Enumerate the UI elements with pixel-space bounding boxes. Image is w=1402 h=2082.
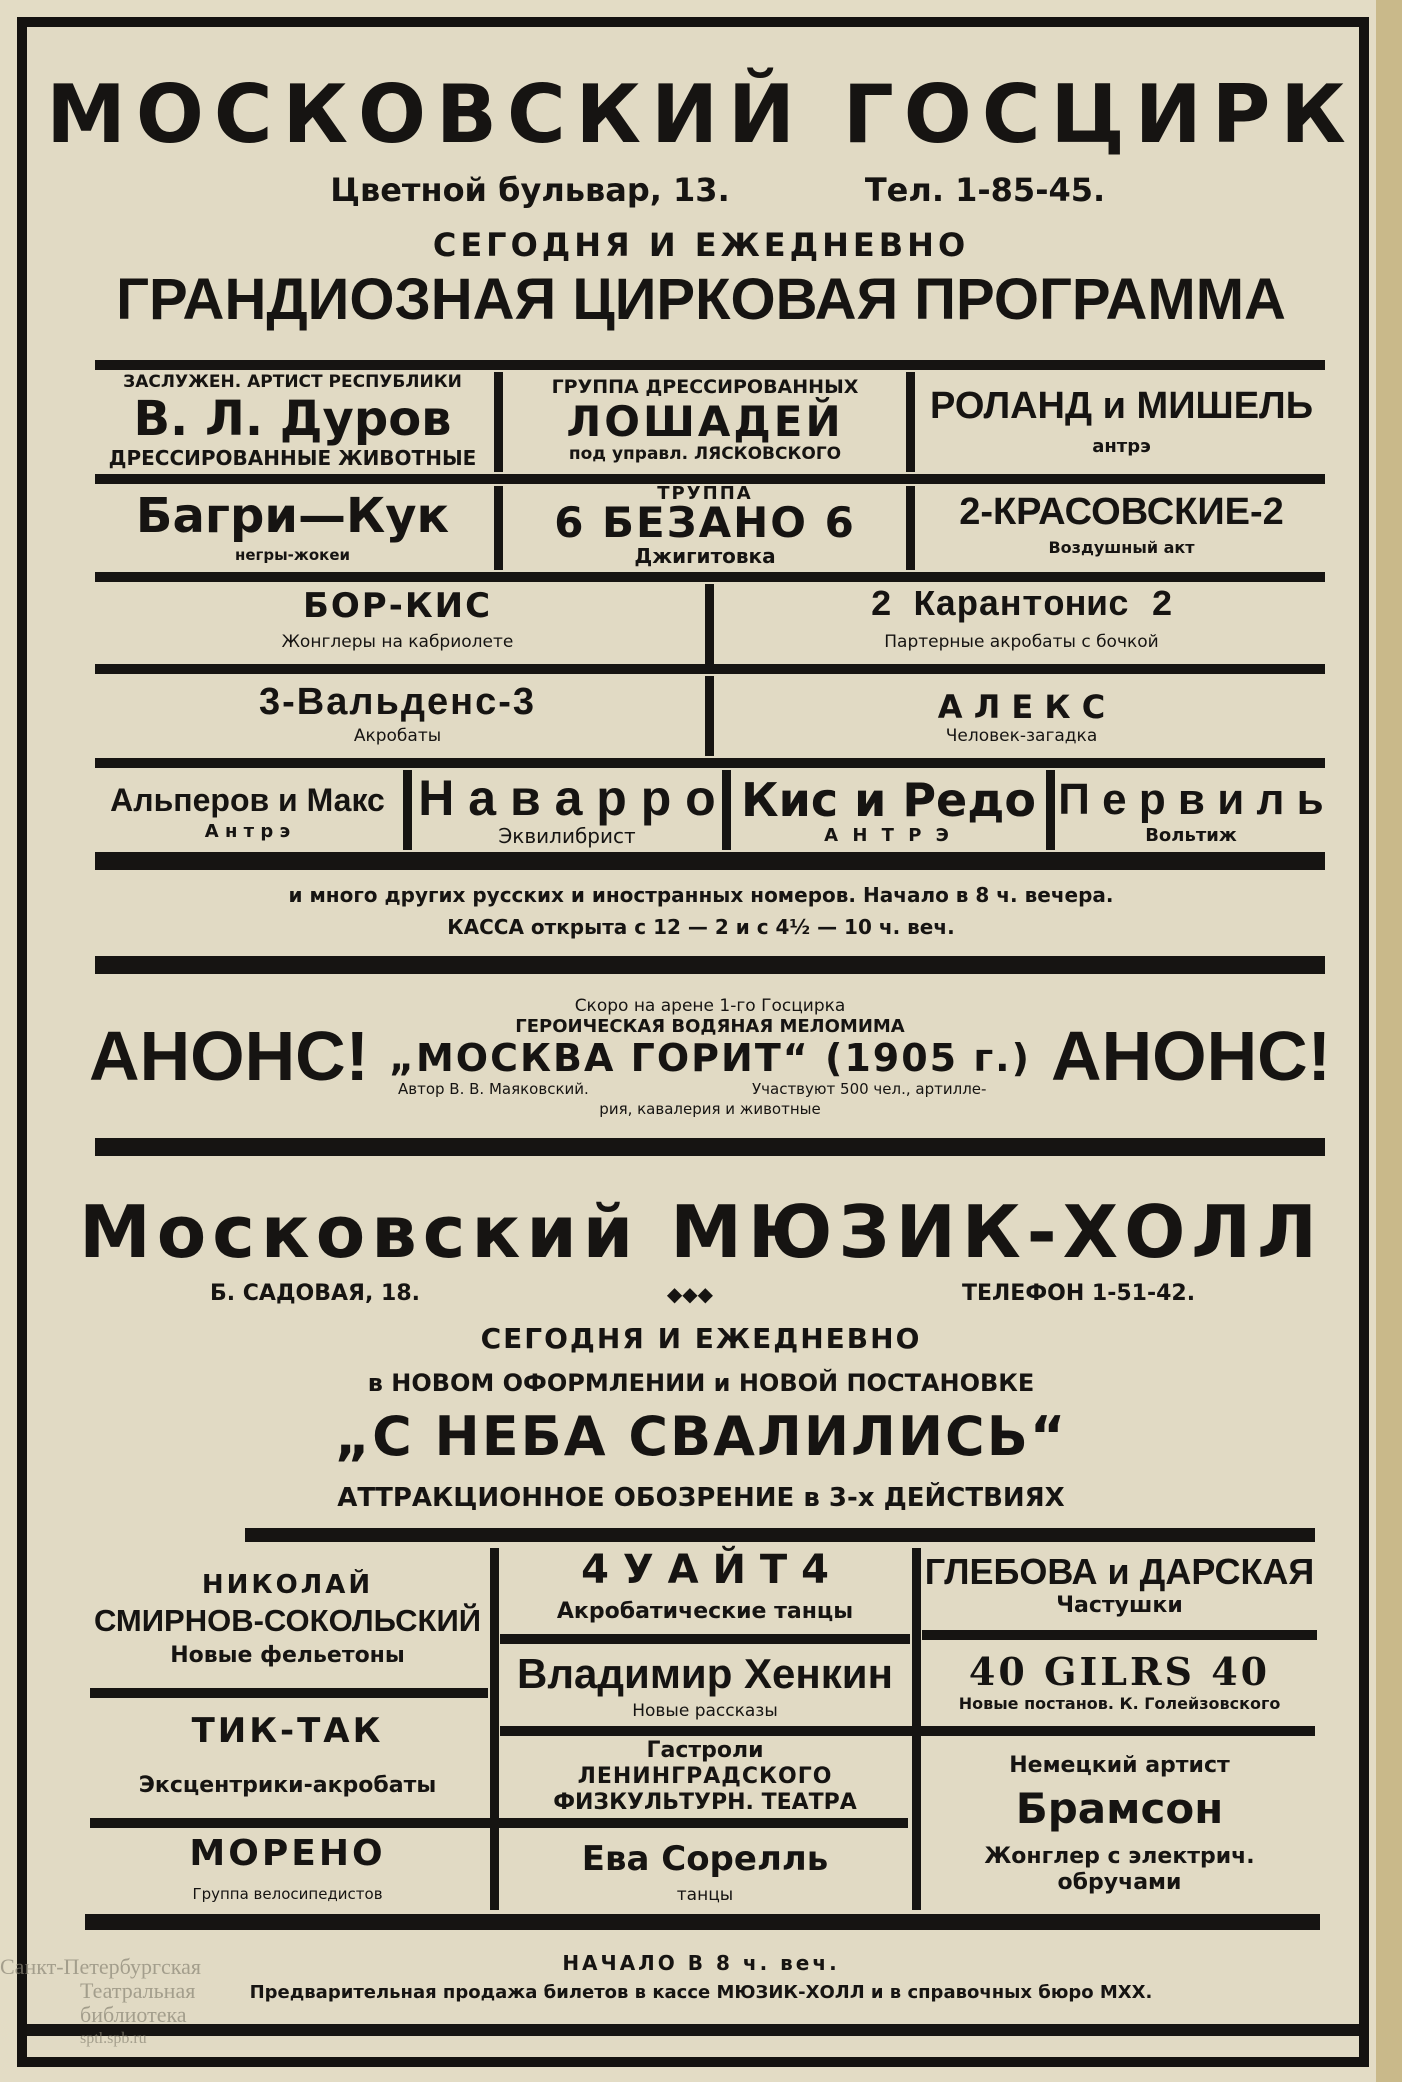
act-sub: Новые рассказы bbox=[632, 1701, 778, 1721]
mh-divider bbox=[90, 1818, 908, 1828]
act-name: Альперов и Макс bbox=[110, 782, 385, 818]
watermark-line: библиотека bbox=[80, 2002, 187, 2027]
music-hall-title: Московский МЮЗИК-ХОЛЛ bbox=[79, 1190, 1323, 1274]
act-sub: Жонглер с электрич. bbox=[984, 1844, 1255, 1869]
act-name: 2 Карантонис 2 bbox=[870, 585, 1173, 626]
circus-divider bbox=[494, 486, 503, 570]
announce-line1: Скоро на арене 1-го Госцирка bbox=[574, 996, 846, 1016]
act-sub: Группа велосипедистов bbox=[192, 1885, 383, 1903]
act-top: ГРУППА ДРЕССИРОВАННЫХ bbox=[551, 376, 859, 398]
act-sub: Джигитовка bbox=[634, 544, 776, 568]
circus-divider bbox=[494, 372, 503, 472]
mh-divider bbox=[922, 1630, 1317, 1640]
announce-participants: рия, кавалерия и животные bbox=[599, 1100, 821, 1118]
act-name: СМИРНОВ-СОКОЛЬСКИЙ bbox=[93, 1603, 482, 1638]
act-name: 4 У А Й Т 4 bbox=[581, 1547, 829, 1593]
music-hall-phone: ТЕЛЕФОН 1-51-42. bbox=[962, 1281, 1196, 1306]
act-name: МОРЕНО bbox=[189, 1833, 386, 1874]
act-sub: негры-жокеи bbox=[235, 546, 350, 564]
act-name: Владимир Хенкин bbox=[516, 1650, 893, 1697]
act-name: Кис и Редо bbox=[740, 773, 1037, 827]
library-watermark bbox=[0, 1955, 260, 2082]
circus-title: МОСКОВСКИЙ ГОСЦИРК bbox=[46, 68, 1356, 161]
circus-divider bbox=[95, 664, 1325, 674]
mh-divider bbox=[85, 1914, 1320, 1930]
act-sub: Вольтиж bbox=[1145, 825, 1237, 846]
act-sub: Жонглеры на кабриолете bbox=[281, 632, 514, 652]
act-name: В. Л. Дуров bbox=[133, 391, 452, 447]
act-name: ТИК-ТАК bbox=[191, 1711, 384, 1751]
act-sub: Эквилибрист bbox=[498, 824, 636, 848]
circus-address: Цветной бульвар, 13. bbox=[330, 171, 730, 209]
act-name: Багри—Кук bbox=[135, 488, 450, 544]
announce-divider bbox=[95, 1138, 1325, 1156]
page-edge bbox=[1376, 0, 1402, 2082]
watermark-line: Санкт-Петербургская bbox=[0, 1954, 201, 1979]
tour-line: ФИЗКУЛЬТУРН. ТЕАТРА bbox=[553, 1790, 857, 1815]
circus-today: СЕГОДНЯ И ЕЖЕДНЕВНО bbox=[432, 226, 970, 264]
act-top: Немецкий артист bbox=[1009, 1753, 1230, 1778]
act-top: ТРУППА bbox=[657, 483, 753, 504]
announce-participants: Участвуют 500 чел., артилле- bbox=[752, 1080, 987, 1098]
announce-divider bbox=[95, 956, 1325, 974]
mh-divider bbox=[490, 1548, 499, 1910]
act-sub: Акробаты bbox=[353, 726, 442, 746]
circus-divider bbox=[906, 486, 915, 570]
act-name: Н а в а р р о bbox=[418, 770, 716, 826]
circus-phone: Тел. 1-85-45. bbox=[864, 171, 1106, 209]
act-name: ЛОШАДЕЙ bbox=[566, 397, 844, 446]
music-hall-show: „С НЕБА СВАЛИЛИСЬ“ bbox=[334, 1405, 1068, 1468]
act-name: 6 БЕЗАНО 6 bbox=[554, 498, 856, 547]
music-hall-staging: в НОВОМ ОФОРМЛЕНИИ и НОВОЙ ПОСТАНОВКЕ bbox=[367, 1369, 1035, 1397]
act-name: А Л Е К С bbox=[937, 688, 1106, 726]
act-top: ЗАСЛУЖЕН. АРТИСТ РЕСПУБЛИКИ bbox=[123, 372, 462, 392]
act-top: НИКОЛАЙ bbox=[201, 1570, 374, 1600]
circus-divider bbox=[705, 584, 714, 664]
watermark-line: sptl.spb.ru bbox=[80, 2030, 147, 2047]
circus-divider bbox=[1046, 770, 1055, 850]
act-sub: Акробатические танцы bbox=[556, 1599, 854, 1624]
circus-cash: КАССА открыта с 12 — 2 и с 4½ — 10 ч. веч. bbox=[447, 915, 955, 939]
act-sub: Человек-загадка bbox=[945, 726, 1098, 746]
act-sub: Партерные акробаты с бочкой bbox=[884, 632, 1159, 652]
announce-word-right: АНОНС! bbox=[1051, 1017, 1331, 1095]
act-name: Ева Сорелль bbox=[581, 1839, 829, 1879]
act-name: 40 GILRS 40 bbox=[968, 1649, 1271, 1694]
act-sub: А н т р э bbox=[204, 821, 291, 842]
act-name: 2-КРАСОВСКИЕ-2 bbox=[959, 491, 1284, 533]
act-name: Брамсон bbox=[1015, 1784, 1224, 1833]
act-name: ГЛЕБОВА и ДАРСКАЯ bbox=[924, 1551, 1315, 1592]
music-hall-start: НАЧАЛО В 8 ч. веч. bbox=[562, 1951, 840, 1975]
act-sub: Эксцентрики-акробаты bbox=[138, 1773, 437, 1798]
mh-divider bbox=[500, 1634, 910, 1644]
music-hall-show-sub: АТТРАКЦИОННОЕ ОБОЗРЕНИЕ в 3-х ДЕЙСТВИЯХ bbox=[337, 1483, 1065, 1513]
act-sub: ДРЕССИРОВАННЫЕ ЖИВОТНЫЕ bbox=[108, 446, 477, 470]
act-name: П е р в и л ь bbox=[1058, 775, 1324, 824]
mh-divider bbox=[500, 1726, 1315, 1736]
announce-title: „МОСКВА ГОРИТ“ (1905 г.) bbox=[389, 1036, 1031, 1080]
circus-divider bbox=[705, 676, 714, 756]
act-sub: обручами bbox=[1057, 1870, 1182, 1895]
tour-line: Гастроли bbox=[646, 1738, 764, 1763]
announce-author: Автор В. В. Маяковский. bbox=[398, 1080, 589, 1098]
act-sub: Новые фельетоны bbox=[170, 1643, 405, 1668]
act-name: РОЛАНД и МИШЕЛЬ bbox=[929, 385, 1314, 427]
music-hall-address: Б. САДОВАЯ, 18. bbox=[210, 1281, 420, 1306]
circus-divider bbox=[95, 572, 1325, 582]
act-sub: танцы bbox=[676, 1885, 734, 1905]
announce-word-left: АНОНС! bbox=[89, 1017, 369, 1095]
ornament: ◆◆◆ bbox=[666, 1282, 714, 1306]
mh-divider bbox=[90, 1688, 488, 1698]
circus-program: ГРАНДИОЗНАЯ ЦИРКОВАЯ ПРОГРАММА bbox=[116, 267, 1286, 332]
circus-divider bbox=[95, 360, 1325, 370]
act-sub: Частушки bbox=[1056, 1593, 1183, 1618]
watermark-line: Театральная bbox=[80, 1978, 196, 2003]
circus-divider bbox=[95, 852, 1325, 870]
music-hall-tickets: Предварительная продажа билетов в кассе МЮЗИК-ХОЛЛ и в справочных бюро МХХ. bbox=[249, 1982, 1153, 2003]
circus-divider bbox=[906, 372, 915, 472]
music-hall-today: СЕГОДНЯ И ЕЖЕДНЕВНО bbox=[480, 1322, 922, 1355]
circus-divider bbox=[722, 770, 731, 850]
act-sub: Новые постанов. К. Голейзовского bbox=[958, 1694, 1281, 1713]
mh-divider bbox=[245, 1528, 1315, 1542]
announce-line2: ГЕРОИЧЕСКАЯ ВОДЯНАЯ МЕЛОМИМА bbox=[515, 1016, 905, 1037]
act-name: БОР-КИС bbox=[302, 586, 493, 626]
act-name: 3-Вальденс-3 bbox=[259, 681, 536, 723]
circus-footer: и много других русских и иностранных номеров. Начало в 8 ч. вечера. bbox=[288, 883, 1114, 907]
act-sub: под управл. ЛЯСКОВСКОГО bbox=[568, 444, 842, 464]
act-sub: А Н Т Р Э bbox=[824, 825, 953, 846]
act-sub: антрэ bbox=[1092, 436, 1151, 457]
circus-divider bbox=[95, 758, 1325, 768]
circus-divider bbox=[403, 770, 412, 850]
tour-line: ЛЕНИНГРАДСКОГО bbox=[577, 1764, 833, 1789]
act-sub: Воздушный акт bbox=[1048, 538, 1195, 557]
